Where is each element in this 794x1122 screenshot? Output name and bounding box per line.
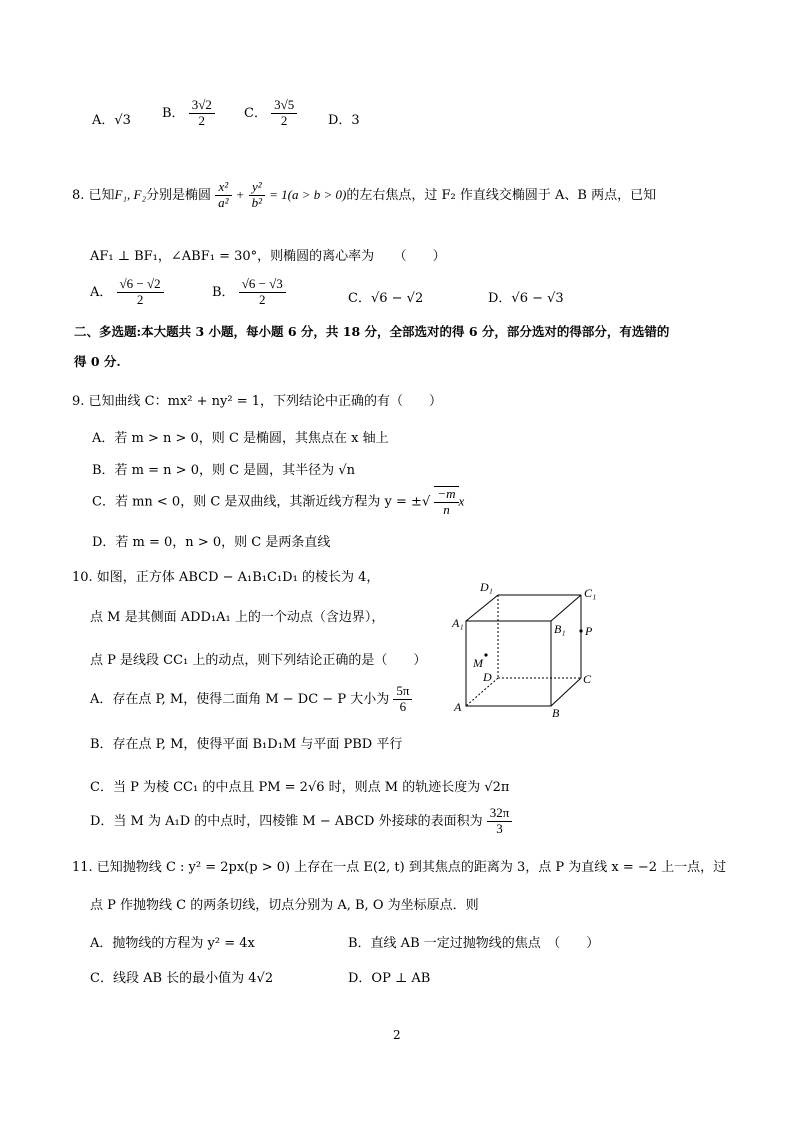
q11-option-b: B．直线 AB 一定过抛物线的焦点 （ ）	[348, 936, 600, 951]
q11-stem-line1: 11. 已知抛物线 C : y² = 2px(p > 0) 上存在一点 E(2, t) 到其焦点的距离为 3，点 P 为直线 x = −2 上一点，过	[72, 860, 727, 875]
q8-option-a: A． $\frac{√6 - √2}{2}$	[90, 277, 164, 308]
q7-option-b-fraction: $\frac{3√2}{2}$	[189, 98, 215, 129]
q7-option-c-fraction: $\frac{3√5}{2}$	[271, 98, 297, 129]
q7-option-a: A．√3	[92, 113, 131, 128]
q9-stem: 9. 已知曲线 C：mx² + ny² = 1，下列结论中正确的有（ ）	[72, 394, 442, 409]
q10-option-d-fraction: $\frac{32\pi}{3}$	[487, 806, 513, 837]
q7-option-b-label: B．	[162, 105, 185, 121]
fig-label-a1: A₁	[452, 616, 464, 630]
q10-option-a: A．存在点 P, M，使得二面角 M − DC − P 大小为 $\frac{5\pi}{6}$	[90, 684, 412, 715]
cube-figure	[440, 575, 610, 725]
fig-label-c: C	[583, 672, 592, 686]
fig-label-c1: C₁	[584, 586, 597, 600]
section2-heading: 二、多选题:本大题共 3 小题，每小题 6 分，共 18 分，全部选对的得 6 分，部分选对的得部分，有选错的	[74, 324, 670, 339]
q10-stem-line3: 点 P 是线段 CC₁ 上的动点，则下列结论正确的是（ ）	[90, 653, 427, 668]
q9-option-d: D．若 m = 0，n > 0，则 C 是两条直线	[92, 535, 331, 550]
q7-option-c	[244, 98, 297, 129]
fig-label-d: D	[483, 670, 492, 684]
fig-label-d1: D₁	[480, 580, 493, 594]
q8-option-d: D．√6 − √3	[488, 291, 564, 306]
q9-option-a: A．若 m > n > 0，则 C 是椭圆，其焦点在 x 轴上	[92, 431, 389, 446]
q10-stem-line1: 10. 如图，正方体 ABCD − A₁B₁C₁D₁ 的棱长为 4，	[72, 570, 380, 585]
q8-fraction-x: $\frac{\text{x²}}{\text{a²}}$	[215, 180, 231, 211]
q9-option-c: C．若 mn < 0，则 C 是双曲线，其渐近线方程为 y = ±√ $\frac{-m}{n}$ x	[92, 486, 465, 517]
q11-option-a: A．抛物线的方程为 y² = 4x	[90, 936, 255, 951]
q8-fraction-y: $\frac{\text{y²}}{\text{b²}}$	[249, 180, 265, 211]
q11-stem-line2: 点 P 作抛物线 C 的两条切线，切点分别为 A, B, O 为坐标原点．则	[90, 898, 479, 913]
q8-stem: 8. 已知F₁, F₂分别是椭圆 $\frac{\text{x²}}{\text{a²}}$ + $\frac{\text{y²}}{\text{b²}}$ = 1(a > b > 0)的左右焦点，过 F₂ 作直线交椭圆于 A、B 两点，已知	[72, 179, 657, 210]
q10-option-b: B．存在点 P, M，使得平面 B₁D₁M 与平面 PBD 平行	[90, 737, 403, 752]
q10-stem-line2: 点 M 是其侧面 ADD₁A₁ 上的一个动点（含边界），	[90, 610, 385, 625]
q8-option-b: B． $\frac{√6 - √3}{2}$	[212, 277, 286, 308]
fig-label-b1: B₁	[554, 622, 566, 636]
q8-option-c: C．√6 − √2	[348, 291, 424, 306]
q9-option-b: B．若 m = n > 0，则 C 是圆，其半径为 √n	[92, 463, 355, 478]
q7-option-c-label: C．	[244, 105, 267, 121]
q11-option-d: D．OP ⊥ AB	[348, 971, 431, 986]
section2-heading-cont: 得 0 分.	[74, 354, 121, 369]
fig-label-p: P	[585, 624, 593, 638]
q8-option-b-fraction: $\frac{√6 - √3}{2}$	[239, 277, 286, 308]
q11-option-c: C．线段 AB 长的最小值为 4√2	[90, 971, 274, 986]
q10-option-a-fraction: $\frac{5\pi}{6}$	[393, 684, 412, 715]
q10-option-c: C．当 P 为棱 CC₁ 的中点且 PM = 2√6 时，则点 M 的轨迹长度为 √2π	[90, 780, 510, 795]
q8-line2: AF₁ ⊥ BF₁，∠ABF₁ = 30°，则椭圆的离心率为 （ ）	[90, 249, 446, 264]
q10-option-d: D．当 M 为 A₁D 的中点时，四棱锥 M − ABCD 外接球的表面积为 $\frac{32\pi}{3}$	[90, 806, 512, 837]
fig-label-a: A	[454, 700, 462, 714]
q7-option-b	[162, 98, 215, 129]
fig-label-b: B	[552, 706, 560, 720]
q8-option-a-fraction: $\frac{√6 - √2}{2}$	[117, 277, 164, 308]
q7-option-d: D．3	[328, 113, 360, 128]
q9-option-c-fraction: $\frac{-m}{n}$	[434, 486, 458, 518]
page-number: 2	[393, 1028, 401, 1042]
fig-label-m: M	[473, 656, 483, 670]
